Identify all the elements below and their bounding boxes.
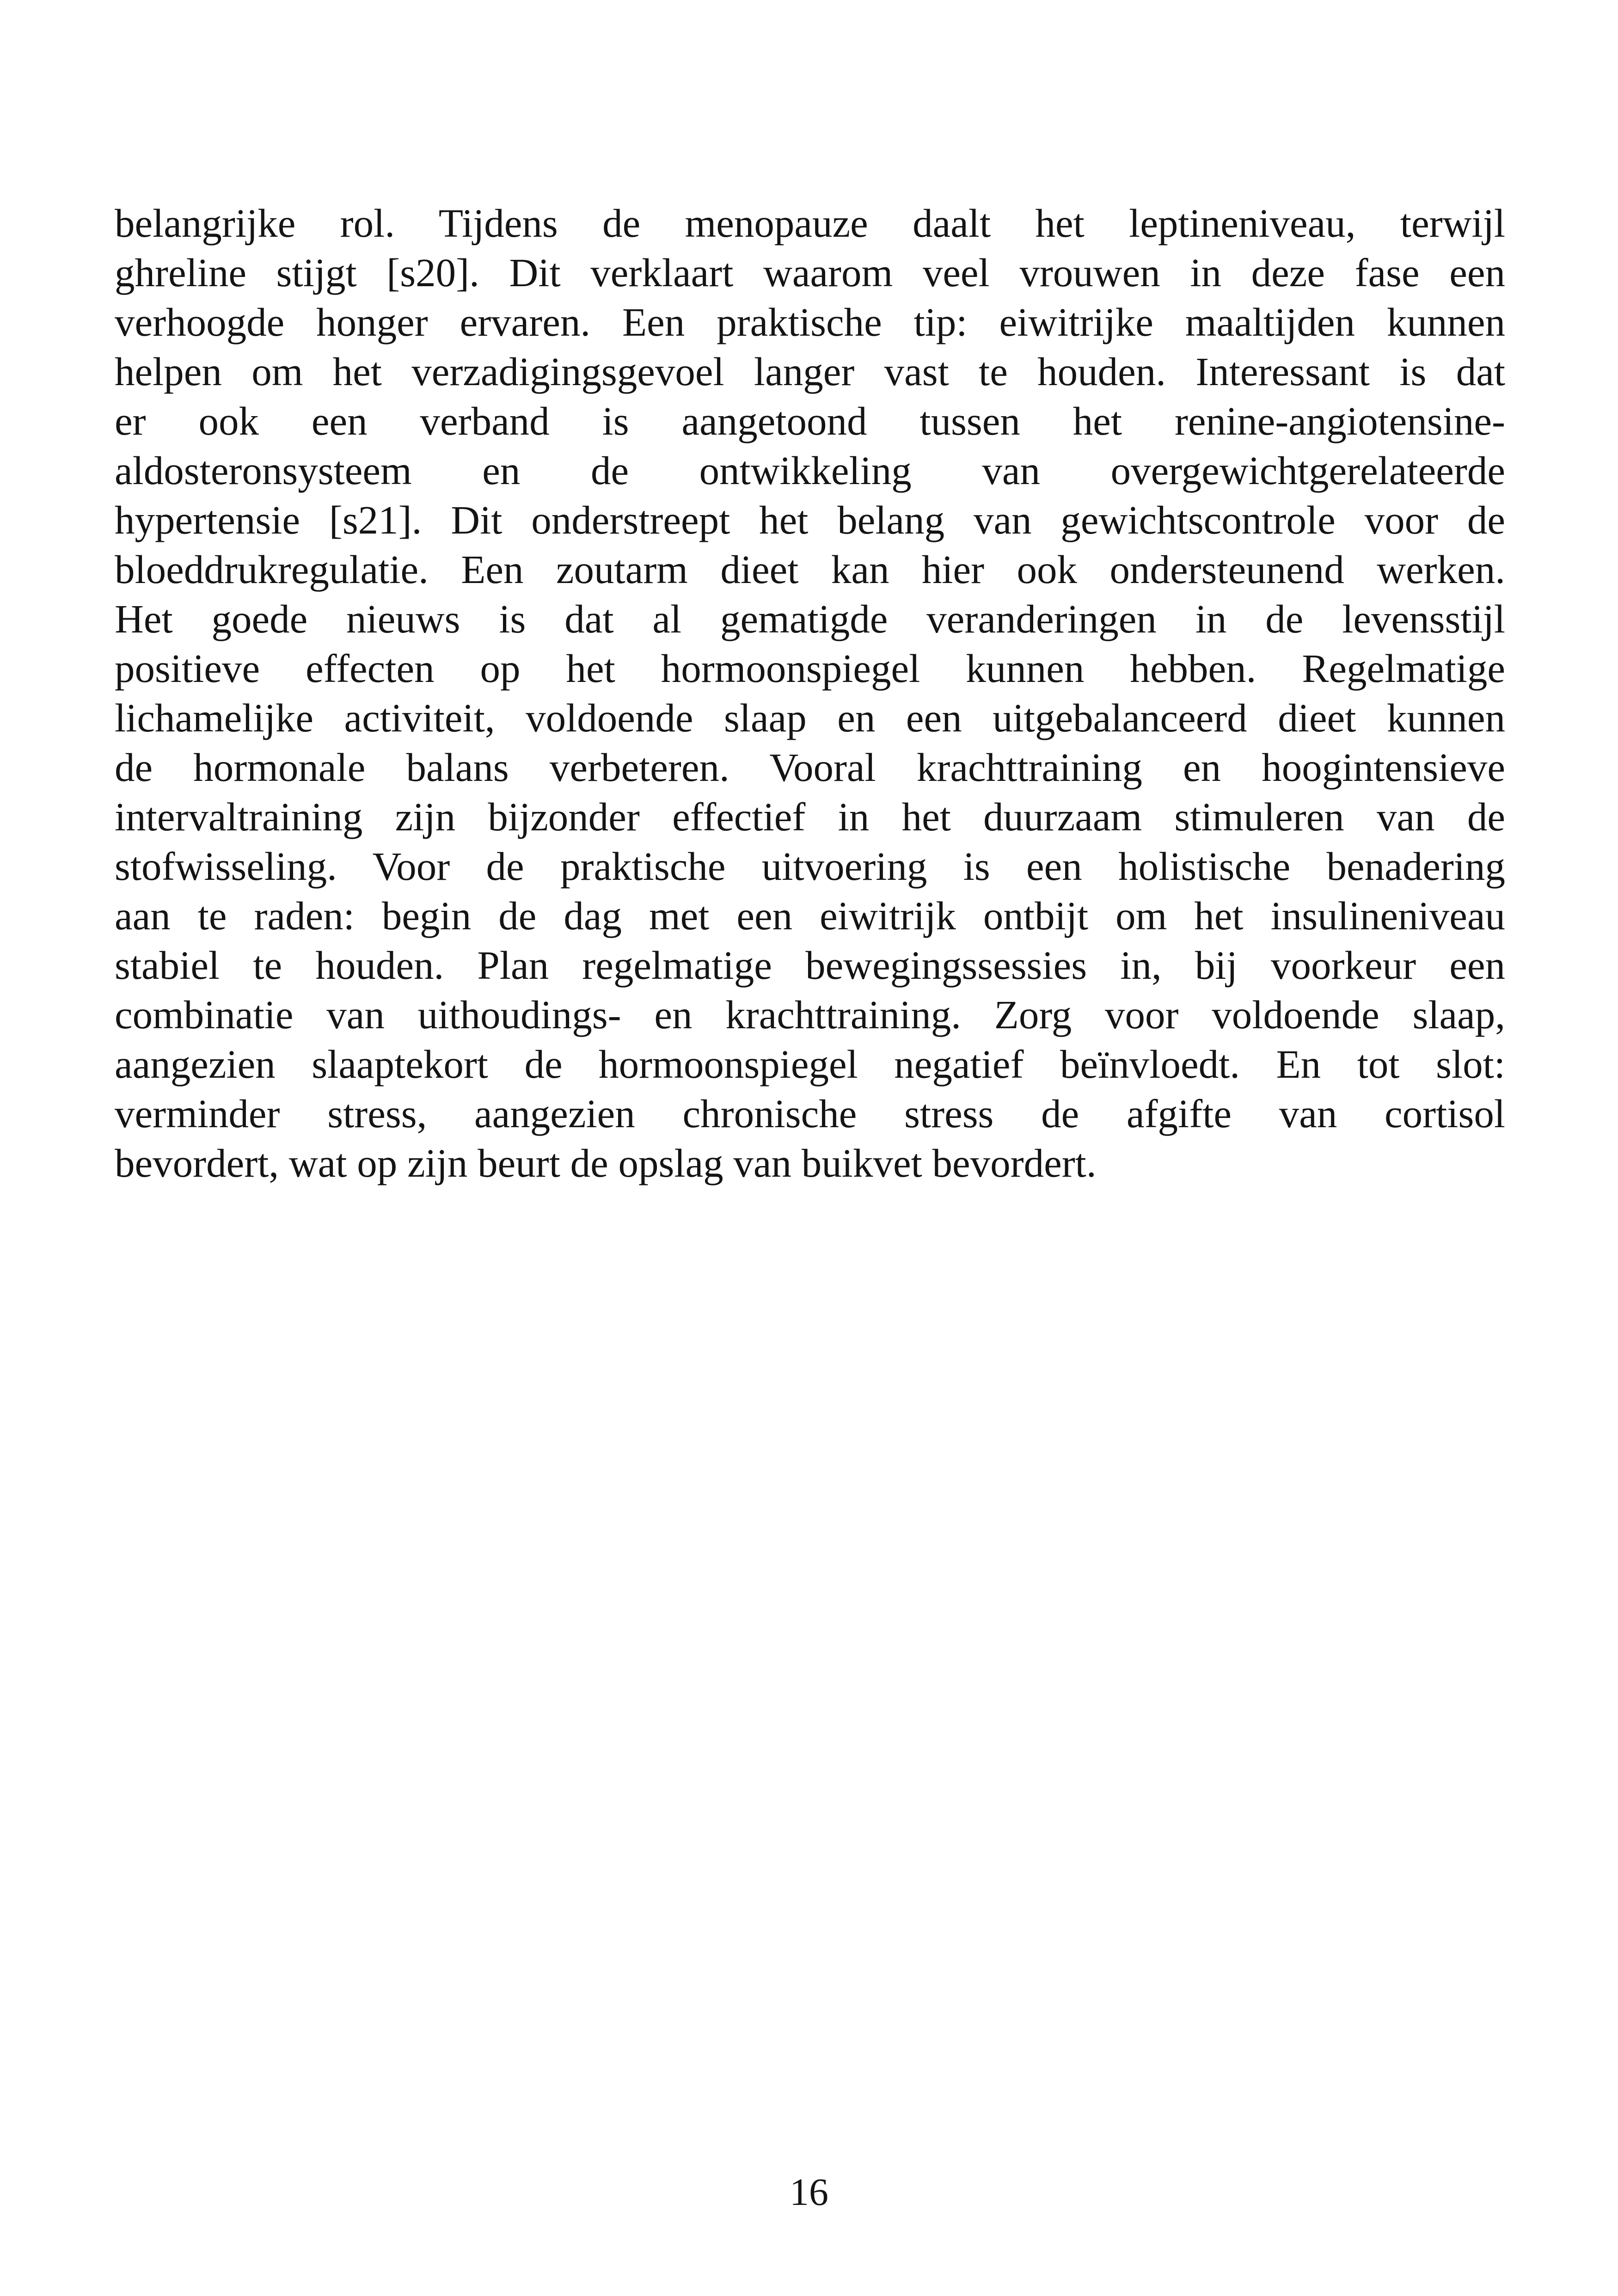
text-line-11: lichamelijke activiteit, voldoende slaap en een uitgebalanceerd dieet kunnen xyxy=(115,695,1505,740)
text-line-6: aldosteronsysteem en de ontwikkeling van overgewichtgerelateerde xyxy=(115,448,1505,493)
text-line-14: stofwisseling. Voor de praktische uitvoering is een holistische benadering xyxy=(115,844,1505,889)
text-line-12: de hormonale balans verbeteren. Vooral krachttraining en hoogintensieve xyxy=(115,745,1505,790)
text-line-15: aan te raden: begin de dag met een eiwitrijk ontbijt om het insulineniveau xyxy=(115,893,1505,938)
text-line-8: bloeddrukregulatie. Een zoutarm dieet kan hier ook ondersteunend werken. xyxy=(115,547,1505,592)
text-line-9: Het goede nieuws is dat al gematigde veranderingen in de levensstijl xyxy=(115,596,1505,641)
text-line-13: intervaltraining zijn bijzonder effectief in het duurzaam stimuleren van de xyxy=(115,794,1505,839)
text-line-17: combinatie van uithoudings- en krachttraining. Zorg voor voldoende slaap, xyxy=(115,992,1505,1037)
text-line-7: hypertensie [s21]. Dit onderstreept het belang van gewichtscontrole voor de xyxy=(115,497,1505,542)
text-line-2: ghreline stijgt [s20]. Dit verklaart waarom veel vrouwen in deze fase een xyxy=(115,250,1505,295)
body-paragraph xyxy=(115,198,1505,1188)
text-line-4: helpen om het verzadigingsgevoel langer vast te houden. Interessant is dat xyxy=(115,349,1505,394)
text-line-16: stabiel te houden. Plan regelmatige bewegingssessies in, bij voorkeur een xyxy=(115,943,1505,988)
page-number: 16 xyxy=(790,2171,828,2214)
text-line-3: verhoogde honger ervaren. Een praktische tip: eiwitrijke maaltijden kunnen xyxy=(115,300,1505,344)
text-line-20: bevordert, wat op zijn beurt de opslag van buikvet bevordert. xyxy=(115,1141,1097,1185)
text-line-10: positieve effecten op het hormoonspiegel kunnen hebben. Regelmatige xyxy=(115,646,1505,691)
text-line-1: belangrijke rol. Tijdens de menopauze daalt het leptineniveau, terwijl xyxy=(115,201,1505,246)
text-line-5: er ook een verband is aangetoond tussen het renine-angiotensine- xyxy=(115,399,1505,443)
text-line-19: verminder stress, aangezien chronische stress de afgifte van cortisol xyxy=(115,1091,1505,1136)
text-line-18: aangezien slaaptekort de hormoonspiegel negatief beïnvloedt. En tot slot: xyxy=(115,1042,1505,1087)
